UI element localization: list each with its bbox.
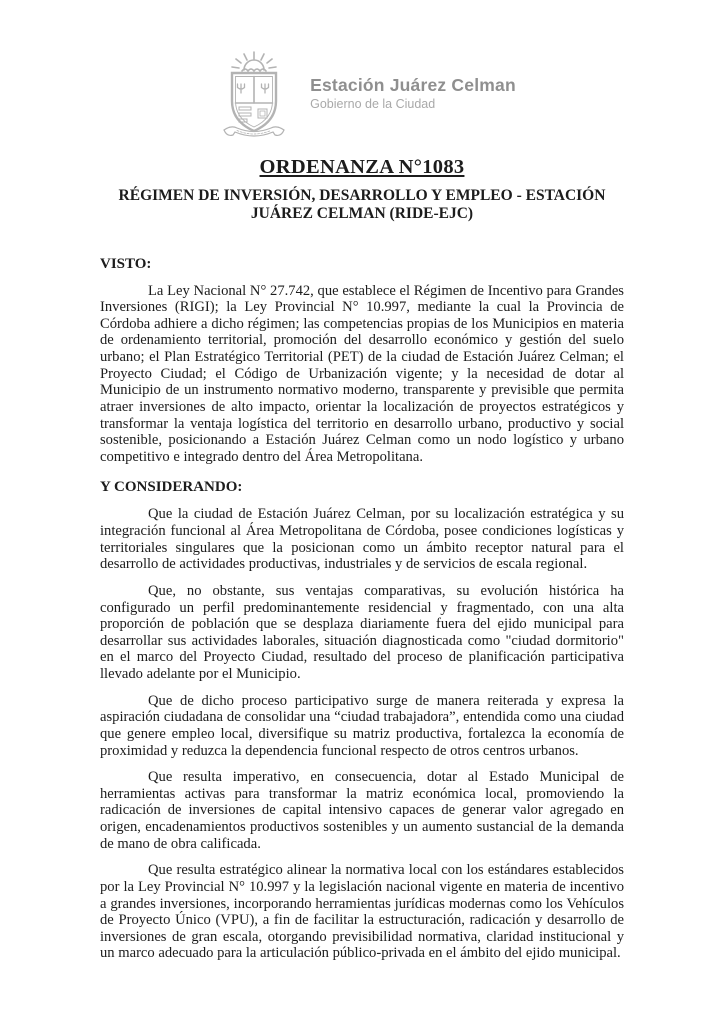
considerando-paragraph-1: Que la ciudad de Estación Juárez Celman, por su localización estratégica y su integración funcional al Área Metropolitana de Córdoba, posee condiciones logísticas y territoriales singulares que la posicionan como un ámbito receptor natural para el desarrollo de actividades productivas, industriales y de servicios de escala regional. bbox=[100, 506, 624, 573]
section-visto bbox=[100, 256, 624, 466]
ordinance-subtitle bbox=[100, 187, 624, 224]
ordinance-title: ORDENANZA N°1083 bbox=[259, 156, 465, 178]
logo-city-name: Estación Juárez Celman bbox=[310, 75, 516, 95]
section-heading-visto: VISTO: bbox=[100, 255, 152, 272]
city-logo bbox=[100, 50, 624, 142]
section-heading-considerando: Y CONSIDERANDO: bbox=[100, 479, 243, 496]
considerando-paragraph-4: Que resulta imperativo, en consecuencia, dotar al Estado Municipal de herramientas activas para transformar la matriz económica local, promoviendo la radicación de inversiones de capital intensivo capaces de generar valor agregado en origen, encadenamientos productivos sostenibles y un aumento sustancial de la demanda de mano de obra calificada. bbox=[100, 769, 624, 852]
ordinance-subtitle-line-1: RÉGIMEN DE INVERSIÓN, DESARROLLO Y EMPLEO - ESTACIÓN bbox=[118, 187, 606, 204]
considerando-paragraph-5: Que resulta estratégico alinear la normativa local con los estándares establecidos por la Ley Provincial N° 10.997 y la legislación nacional vigente en materia de incentivo a grandes inversiones, incorporando herramientas jurídicas modernas como los Vehículos de Proyecto Único (VPU), a fin de facilitar la estructuración, radicación y desarrollo de inversiones de gran escala, otorgando previsibilidad normativa, claridad institucional y un marco adecuado para la articulación público-privada en el ámbito del ejido municipal. bbox=[100, 862, 624, 962]
logo-text bbox=[310, 75, 516, 117]
considerando-paragraph-3: Que de dicho proceso participativo surge de manera reiterada y expresa la aspiración ciudadana de consolidar una “ciudad trabajadora”, entendida como una ciudad que genere empleo local, diversifique su matriz productiva, fortalezca la economía de proximidad y reduzca la dependencia funcional respecto de otros centros urbanos. bbox=[100, 692, 624, 759]
considerando-paragraph-2: Que, no obstante, sus ventajas comparativas, su evolución histórica ha configurado un perfil predominantemente residencial y fragmentado, con una alta proporción de población que se desplaza diariamente fuera del ejido municipal para desarrollar sus actividades laborales, situación diagnosticada como "ciudad dormitorio" en el marco del Proyecto Ciudad, resultado del proceso de planificación participativa llevado adelante por el Municipio. bbox=[100, 582, 624, 683]
visto-paragraph: La Ley Nacional N° 27.742, que establece el Régimen de Incentivo para Grandes Inversiones (RIGI); la Ley Provincial N° 10.997, mediante la cual la Provincia de Córdoba adhiere a dicho régimen; las competencias propias de los Municipios en materia de ordenamiento territorial, promoción del desarrollo económico y gestión del suelo urbano; el Plan Estratégico Territorial (PET) de la ciudad de Estación Juárez Celman; el Proyecto Ciudad; el Código de Urbanización vigente; y la necesidad de dotar al Municipio de un instrumento normativo moderno, transparente y previsible que permita atraer inversiones de alto impacto, orientar la localización de proyectos estratégicos y transformar la ventaja logística del territorio en desarrollo urbano, productivo y social sostenible, posicionando a Estación Juárez Celman como un nodo logístico y urbano competitivo e integrado dentro del Área Metropolitana. bbox=[100, 282, 624, 465]
city-crest-icon bbox=[208, 50, 300, 142]
ordinance-subtitle-line-2: JUÁREZ CELMAN (RIDE-EJC) bbox=[250, 205, 474, 223]
logo-government-label: Gobierno de la Ciudad bbox=[310, 97, 436, 111]
section-considerando bbox=[100, 479, 624, 962]
